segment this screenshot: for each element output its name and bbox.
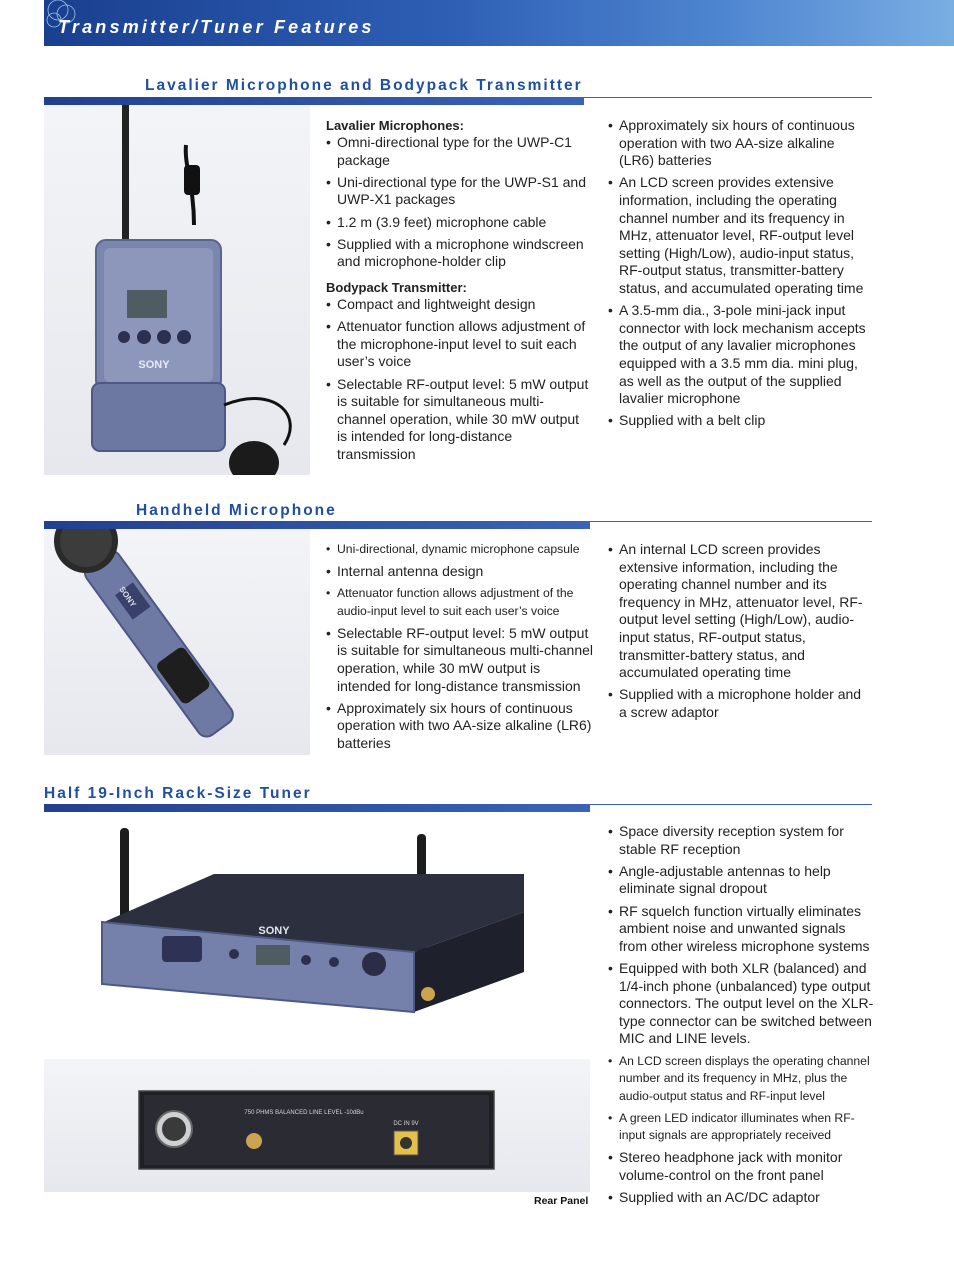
list-item: • Supplied with a microphone holder and a screw adaptor (608, 686, 872, 721)
rear-panel-output-label: 750 PHMS BALANCED LINE LEVEL -10dBu (244, 1110, 364, 1116)
section-rule-line (590, 521, 872, 522)
list-item: • Selectable RF-output level: 5 mW output is suitable for simultaneous multi-channel operation, while 30 mW output is intended for long-distance transmission (326, 625, 594, 695)
list-item: • Selectable RF-output level: 5 mW output is suitable for simultaneous multi-channel operation, while 30 mW output is intended for long-distance transmission (326, 376, 592, 464)
list-item: • Internal antenna design (326, 563, 594, 581)
page-title: Transmitter/Tuner Features (58, 17, 375, 37)
list-item: • Approximately six hours of continuous operation with two AA-size alkaline (LR6) batteries (608, 117, 872, 170)
section-rule-line (590, 804, 872, 805)
device-brand-text: SONY (117, 584, 138, 609)
list-item: • Equipped with both XLR (balanced) and 1/4-inch phone (unbalanced) type output connectors. The output level on the XLR-type connector can be switched between MIC and LINE levels. (608, 960, 874, 1048)
list-item: • Attenuator function allows adjustment of the microphone-input level to suit each user’s voice (326, 318, 592, 371)
device-brand-text: SONY (258, 925, 290, 937)
list-item: • A green LED indicator illuminates when RF-input signals are appropriately received (608, 1110, 874, 1145)
list-item: • Attenuator function allows adjustment of the audio-input level to suit each user’s voice (326, 585, 594, 620)
section-rule-bar (44, 804, 590, 812)
list-item: • Angle-adjustable antennas to help eliminate signal dropout (608, 863, 874, 898)
lavalier-left-column (326, 117, 592, 468)
lavalier-mic-heading: Lavalier Microphones: (326, 118, 464, 133)
bodypack-photo (44, 105, 310, 475)
rear-panel-caption: Rear Panel (534, 1195, 589, 1207)
list-item: • Omni-directional type for the UWP-C1 package (326, 134, 592, 169)
rear-panel-dc-label: DC IN 9V (393, 1121, 419, 1127)
bodypack-heading: Bodypack Transmitter: (326, 279, 467, 295)
section-title-tuner: Half 19-Inch Rack-Size Tuner (44, 785, 312, 802)
list-item: • An LCD screen provides extensive information, including the operating channel number and its frequency in MHz, attenuator level, RF-output level setting (High/Low), audio-input status, RF-output status, transmitter-battery status, and accumulated operating time (608, 174, 872, 297)
section-title-handheld: Handheld Microphone (136, 502, 337, 519)
list-item: • Supplied with a belt clip (608, 412, 872, 430)
device-brand-text: SONY (138, 359, 170, 371)
lavalier-right-column (608, 117, 872, 434)
list-item: • An internal LCD screen provides extensive information, including the operating channel number and its frequency in MHz, attenuator level, RF-output level setting (High/Low), audio-input status, RF-output status, transmitter-battery status, and accumulated operating time (608, 541, 872, 682)
list-item: • Supplied with an AC/DC adaptor (608, 1189, 874, 1207)
list-item: • Space diversity reception system for stable RF reception (608, 823, 874, 858)
list-item: • Approximately six hours of continuous operation with two AA-size alkaline (LR6) batteries (326, 700, 594, 753)
list-item: • An LCD screen displays the operating channel number and its frequency in MHz, plus the audio-output status and RF-input level (608, 1053, 874, 1106)
section-rule-bar (44, 521, 590, 529)
list-item: • Compact and lightweight design (326, 296, 592, 314)
list-item: • 1.2 m (3.9 feet) microphone cable (326, 214, 592, 232)
tuner-front-photo (44, 812, 590, 1048)
section-title-lavalier: Lavalier Microphone and Bodypack Transmitter (145, 77, 583, 94)
tuner-right-column (608, 823, 874, 1211)
list-item: • Stereo headphone jack with monitor volume-control on the front panel (608, 1149, 874, 1184)
handheld-left-column (326, 541, 594, 757)
list-item: • Uni-directional type for the UWP-S1 and UWP-X1 packages (326, 174, 592, 209)
list-item: • A 3.5-mm dia., 3-pole mini-jack input connector with lock mechanism accepts the output of any lavalier microphones equipped with a 3.5 mm dia. mini plug, as well as the output of the supplied lavalier microphone (608, 302, 872, 408)
section-rule-bar (44, 97, 584, 105)
handheld-photo (44, 529, 310, 755)
list-item: • Supplied with a microphone windscreen and microphone-holder clip (326, 236, 592, 271)
tuner-rear-photo (44, 1059, 590, 1192)
list-item: • Uni-directional, dynamic microphone capsule (326, 541, 594, 559)
section-rule-line (584, 97, 872, 98)
handheld-right-column (608, 541, 872, 726)
list-item: • RF squelch function virtually eliminates ambient noise and unwanted signals from other wireless microphone systems (608, 903, 874, 956)
